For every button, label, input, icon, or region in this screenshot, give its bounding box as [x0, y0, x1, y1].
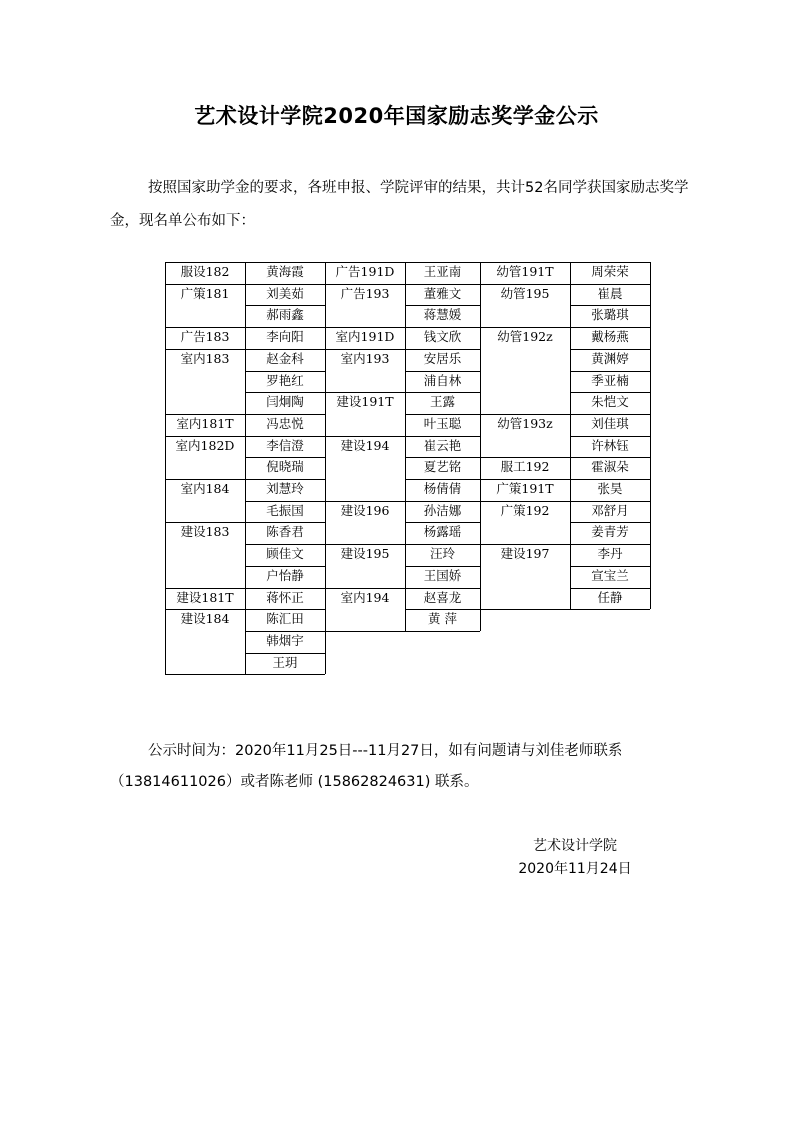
class-cell: 服设182 — [180, 264, 230, 279]
student-name-cell: 朱恺文 — [591, 394, 629, 410]
student-name-cell: 冯忠悦 — [266, 415, 304, 431]
table-horizontal-rule — [325, 327, 405, 328]
student-name-cell: 叶玉聪 — [423, 415, 462, 431]
table-horizontal-rule — [165, 674, 245, 675]
table-horizontal-rule — [245, 522, 325, 523]
student-name-cell: 闫炯陶 — [266, 394, 304, 410]
class-cell: 幼管191T — [496, 264, 554, 279]
student-name-cell: 崔晨 — [597, 285, 623, 301]
student-name-cell: 姜青芳 — [591, 524, 629, 540]
student-name-cell: 安居乐 — [423, 350, 462, 366]
class-cell — [165, 653, 245, 675]
class-cell — [325, 566, 405, 588]
table-horizontal-rule — [480, 479, 570, 480]
table-horizontal-rule — [405, 349, 480, 350]
table-horizontal-rule — [480, 284, 570, 285]
student-name-cell: 赵金科 — [266, 350, 304, 366]
student-name-cell: 夏艺铭 — [423, 459, 462, 475]
class-cell — [480, 522, 570, 544]
class-cell — [480, 349, 570, 371]
award-list-table — [165, 262, 650, 672]
class-cell: 广告193 — [340, 285, 390, 301]
student-name-cell: 陈香君 — [266, 524, 304, 540]
table-horizontal-rule — [165, 327, 245, 328]
class-cell: 建设195 — [340, 546, 390, 562]
table-horizontal-rule — [405, 436, 480, 437]
notice-line-1: 公示时间为：2020年11月25日---11月27日，如有问题请与刘佳老师联系 — [148, 743, 623, 759]
student-name-cell: 季亚楠 — [591, 372, 629, 388]
table-horizontal-rule — [245, 544, 325, 545]
student-name-cell: 王玥 — [272, 654, 298, 670]
table-horizontal-rule — [480, 457, 570, 458]
student-name-cell: 黄海霞 — [266, 264, 304, 279]
table-horizontal-rule — [325, 392, 405, 393]
student-name-cell: 李丹 — [597, 546, 623, 562]
table-vertical-rule — [325, 262, 326, 631]
table-horizontal-rule — [245, 609, 325, 610]
class-cell — [480, 436, 570, 458]
class-cell — [165, 457, 245, 479]
class-cell — [325, 414, 405, 436]
class-cell — [480, 588, 570, 610]
table-horizontal-rule — [165, 262, 245, 263]
class-cell: 广策192 — [500, 502, 550, 518]
table-horizontal-rule — [570, 327, 650, 328]
student-name-cell: 黄 萍 — [428, 611, 457, 627]
table-horizontal-rule — [165, 349, 245, 350]
table-horizontal-rule — [405, 479, 480, 480]
student-name-cell: 王亚南 — [423, 264, 462, 279]
table-horizontal-rule — [570, 479, 650, 480]
table-horizontal-rule — [245, 436, 325, 437]
table-horizontal-rule — [245, 371, 325, 372]
class-cell — [165, 631, 245, 653]
class-cell — [325, 609, 405, 631]
class-cell: 广告191D — [335, 264, 395, 279]
table-horizontal-rule — [570, 371, 650, 372]
class-cell: 建设194 — [340, 437, 390, 453]
student-name-cell: 杨露瑶 — [423, 524, 462, 540]
student-name-cell: 浦自林 — [423, 372, 462, 388]
student-name-cell: 汪玲 — [429, 546, 455, 562]
class-cell: 室内182D — [175, 437, 235, 453]
table-vertical-rule — [480, 262, 481, 609]
table-horizontal-rule — [405, 305, 480, 306]
table-horizontal-rule — [325, 349, 405, 350]
class-cell — [165, 501, 245, 523]
class-cell: 室内193 — [340, 350, 390, 366]
class-cell — [480, 392, 570, 414]
class-cell — [480, 305, 570, 327]
student-name-cell: 宣宝兰 — [591, 567, 629, 583]
table-horizontal-rule — [480, 609, 570, 610]
class-cell — [325, 305, 405, 327]
table-horizontal-rule — [570, 522, 650, 523]
table-horizontal-rule — [405, 588, 480, 589]
class-cell — [165, 392, 245, 414]
table-horizontal-rule — [480, 544, 570, 545]
class-cell: 室内191D — [335, 329, 395, 345]
table-horizontal-rule — [165, 414, 245, 415]
table-horizontal-rule — [405, 544, 480, 545]
table-vertical-rule — [405, 262, 406, 631]
table-horizontal-rule — [325, 436, 405, 437]
class-cell — [165, 305, 245, 327]
student-name-cell: 蒋慧媛 — [423, 307, 462, 323]
table-vertical-rule — [245, 262, 246, 674]
table-vertical-rule — [165, 262, 166, 674]
student-name-cell: 李向阳 — [266, 329, 304, 345]
table-horizontal-rule — [480, 327, 570, 328]
table-horizontal-rule — [165, 522, 245, 523]
student-name-cell: 霍淑朵 — [591, 459, 629, 475]
student-name-cell: 钱文欣 — [423, 329, 462, 345]
notice-line-2: （13814611026）或者陈老师 (15862824631) 联系。 — [110, 774, 479, 790]
class-cell: 室内194 — [340, 589, 390, 605]
class-cell: 建设191T — [336, 394, 394, 410]
student-name-cell: 顾佳文 — [266, 546, 304, 562]
table-horizontal-rule — [165, 609, 245, 610]
class-cell: 室内183 — [180, 350, 230, 366]
table-horizontal-rule — [405, 327, 480, 328]
class-cell: 幼管192z — [497, 329, 553, 345]
table-horizontal-rule — [165, 436, 245, 437]
class-cell: 建设197 — [500, 546, 550, 562]
student-name-cell: 王国娇 — [423, 567, 462, 583]
table-horizontal-rule — [245, 457, 325, 458]
table-horizontal-rule — [245, 566, 325, 567]
table-horizontal-rule — [245, 653, 325, 654]
table-horizontal-rule — [405, 284, 480, 285]
table-horizontal-rule — [245, 284, 325, 285]
student-name-cell: 任静 — [597, 589, 623, 605]
class-cell: 广告183 — [180, 329, 230, 345]
student-name-cell: 杨倩倩 — [423, 481, 462, 496]
student-name-cell: 倪晓瑞 — [266, 459, 304, 475]
table-horizontal-rule — [245, 327, 325, 328]
class-cell — [325, 479, 405, 501]
student-name-cell: 张璐琪 — [591, 307, 629, 323]
class-cell — [165, 544, 245, 566]
table-horizontal-rule — [570, 566, 650, 567]
class-cell: 建设196 — [340, 502, 390, 518]
class-cell: 幼管193z — [497, 415, 553, 431]
table-vertical-rule — [650, 262, 651, 609]
class-cell — [325, 371, 405, 393]
signature-block — [470, 835, 680, 881]
table-horizontal-rule — [405, 392, 480, 393]
table-horizontal-rule — [570, 305, 650, 306]
table-horizontal-rule — [405, 371, 480, 372]
table-horizontal-rule — [405, 414, 480, 415]
student-name-cell: 刘佳琪 — [591, 415, 629, 431]
student-name-cell: 郝雨鑫 — [266, 307, 304, 323]
table-horizontal-rule — [245, 349, 325, 350]
table-horizontal-rule — [480, 501, 570, 502]
table-horizontal-rule — [405, 262, 480, 263]
student-name-cell: 赵喜龙 — [423, 589, 462, 605]
table-horizontal-rule — [570, 262, 650, 263]
class-cell: 室内181T — [176, 415, 234, 431]
class-cell — [480, 371, 570, 393]
table-horizontal-rule — [405, 631, 480, 632]
student-name-cell: 毛振国 — [266, 502, 304, 518]
table-horizontal-rule — [570, 501, 650, 502]
notice-paragraph — [110, 736, 710, 798]
class-cell — [165, 566, 245, 588]
table-horizontal-rule — [325, 631, 405, 632]
student-name-cell: 王露 — [429, 394, 455, 410]
class-cell: 室内184 — [180, 481, 230, 496]
table-horizontal-rule — [325, 544, 405, 545]
table-horizontal-rule — [245, 262, 325, 263]
table-horizontal-rule — [570, 392, 650, 393]
table-horizontal-rule — [570, 349, 650, 350]
student-name-cell: 周荣荣 — [591, 264, 629, 279]
class-cell — [480, 566, 570, 588]
student-name-cell: 孙洁娜 — [423, 502, 462, 518]
student-name-cell: 韩烟宇 — [266, 632, 304, 648]
class-cell — [165, 371, 245, 393]
table-horizontal-rule — [245, 305, 325, 306]
table-horizontal-rule — [165, 479, 245, 480]
table-horizontal-rule — [165, 588, 245, 589]
class-cell: 服工192 — [500, 459, 550, 475]
student-name-cell: 李信澄 — [266, 437, 304, 453]
student-name-cell: 张昊 — [597, 481, 623, 496]
class-cell — [325, 522, 405, 544]
table-horizontal-rule — [405, 566, 480, 567]
student-name-cell: 刘慧玲 — [266, 481, 304, 496]
student-name-cell: 罗艳红 — [266, 372, 304, 388]
table-horizontal-rule — [480, 414, 570, 415]
table-horizontal-rule — [325, 284, 405, 285]
table-horizontal-rule — [245, 674, 325, 675]
student-name-cell: 董雅文 — [423, 285, 462, 301]
student-name-cell: 邓舒月 — [591, 502, 629, 518]
table-horizontal-rule — [325, 501, 405, 502]
table-horizontal-rule — [570, 588, 650, 589]
table-horizontal-rule — [245, 414, 325, 415]
intro-paragraph: 按照国家助学金的要求，各班申报、学院评审的结果，共计52名同学获国家励志奖学金，现名单公布如下： — [110, 180, 689, 229]
class-cell: 广策191T — [496, 481, 554, 496]
class-cell: 幼管195 — [500, 285, 550, 301]
student-name-cell: 崔云艳 — [423, 437, 462, 453]
student-name-cell: 黄渊婷 — [591, 350, 629, 366]
table-horizontal-rule — [325, 588, 405, 589]
table-horizontal-rule — [165, 284, 245, 285]
table-horizontal-rule — [570, 609, 650, 610]
table-horizontal-rule — [480, 262, 570, 263]
table-horizontal-rule — [325, 262, 405, 263]
student-name-cell: 蒋怀正 — [266, 589, 304, 605]
table-horizontal-rule — [245, 392, 325, 393]
table-horizontal-rule — [405, 457, 480, 458]
table-horizontal-rule — [405, 522, 480, 523]
class-cell: 建设184 — [180, 611, 230, 627]
table-horizontal-rule — [570, 457, 650, 458]
table-horizontal-rule — [245, 479, 325, 480]
signature-org: 艺术设计学院 — [533, 838, 617, 854]
student-name-cell: 户怡静 — [266, 567, 304, 583]
table-horizontal-rule — [570, 544, 650, 545]
table-horizontal-rule — [405, 501, 480, 502]
student-name-cell: 陈汇田 — [266, 611, 304, 627]
table-horizontal-rule — [570, 284, 650, 285]
table-horizontal-rule — [245, 588, 325, 589]
table-horizontal-rule — [405, 609, 480, 610]
student-name-cell: 许林钰 — [591, 437, 629, 453]
class-cell: 广策181 — [180, 285, 230, 301]
class-cell — [325, 457, 405, 479]
student-name-cell: 戴杨燕 — [591, 329, 629, 345]
table-horizontal-rule — [245, 501, 325, 502]
class-cell: 建设183 — [180, 524, 230, 540]
class-cell: 建设181T — [176, 589, 234, 605]
table-horizontal-rule — [570, 414, 650, 415]
student-name-cell: 刘美茹 — [266, 285, 304, 301]
signature-date: 2020年11月24日 — [518, 861, 632, 877]
page-title: 艺术设计学院2020年国家励志奖学金公示 — [194, 104, 599, 128]
table-horizontal-rule — [570, 436, 650, 437]
table-horizontal-rule — [245, 631, 325, 632]
